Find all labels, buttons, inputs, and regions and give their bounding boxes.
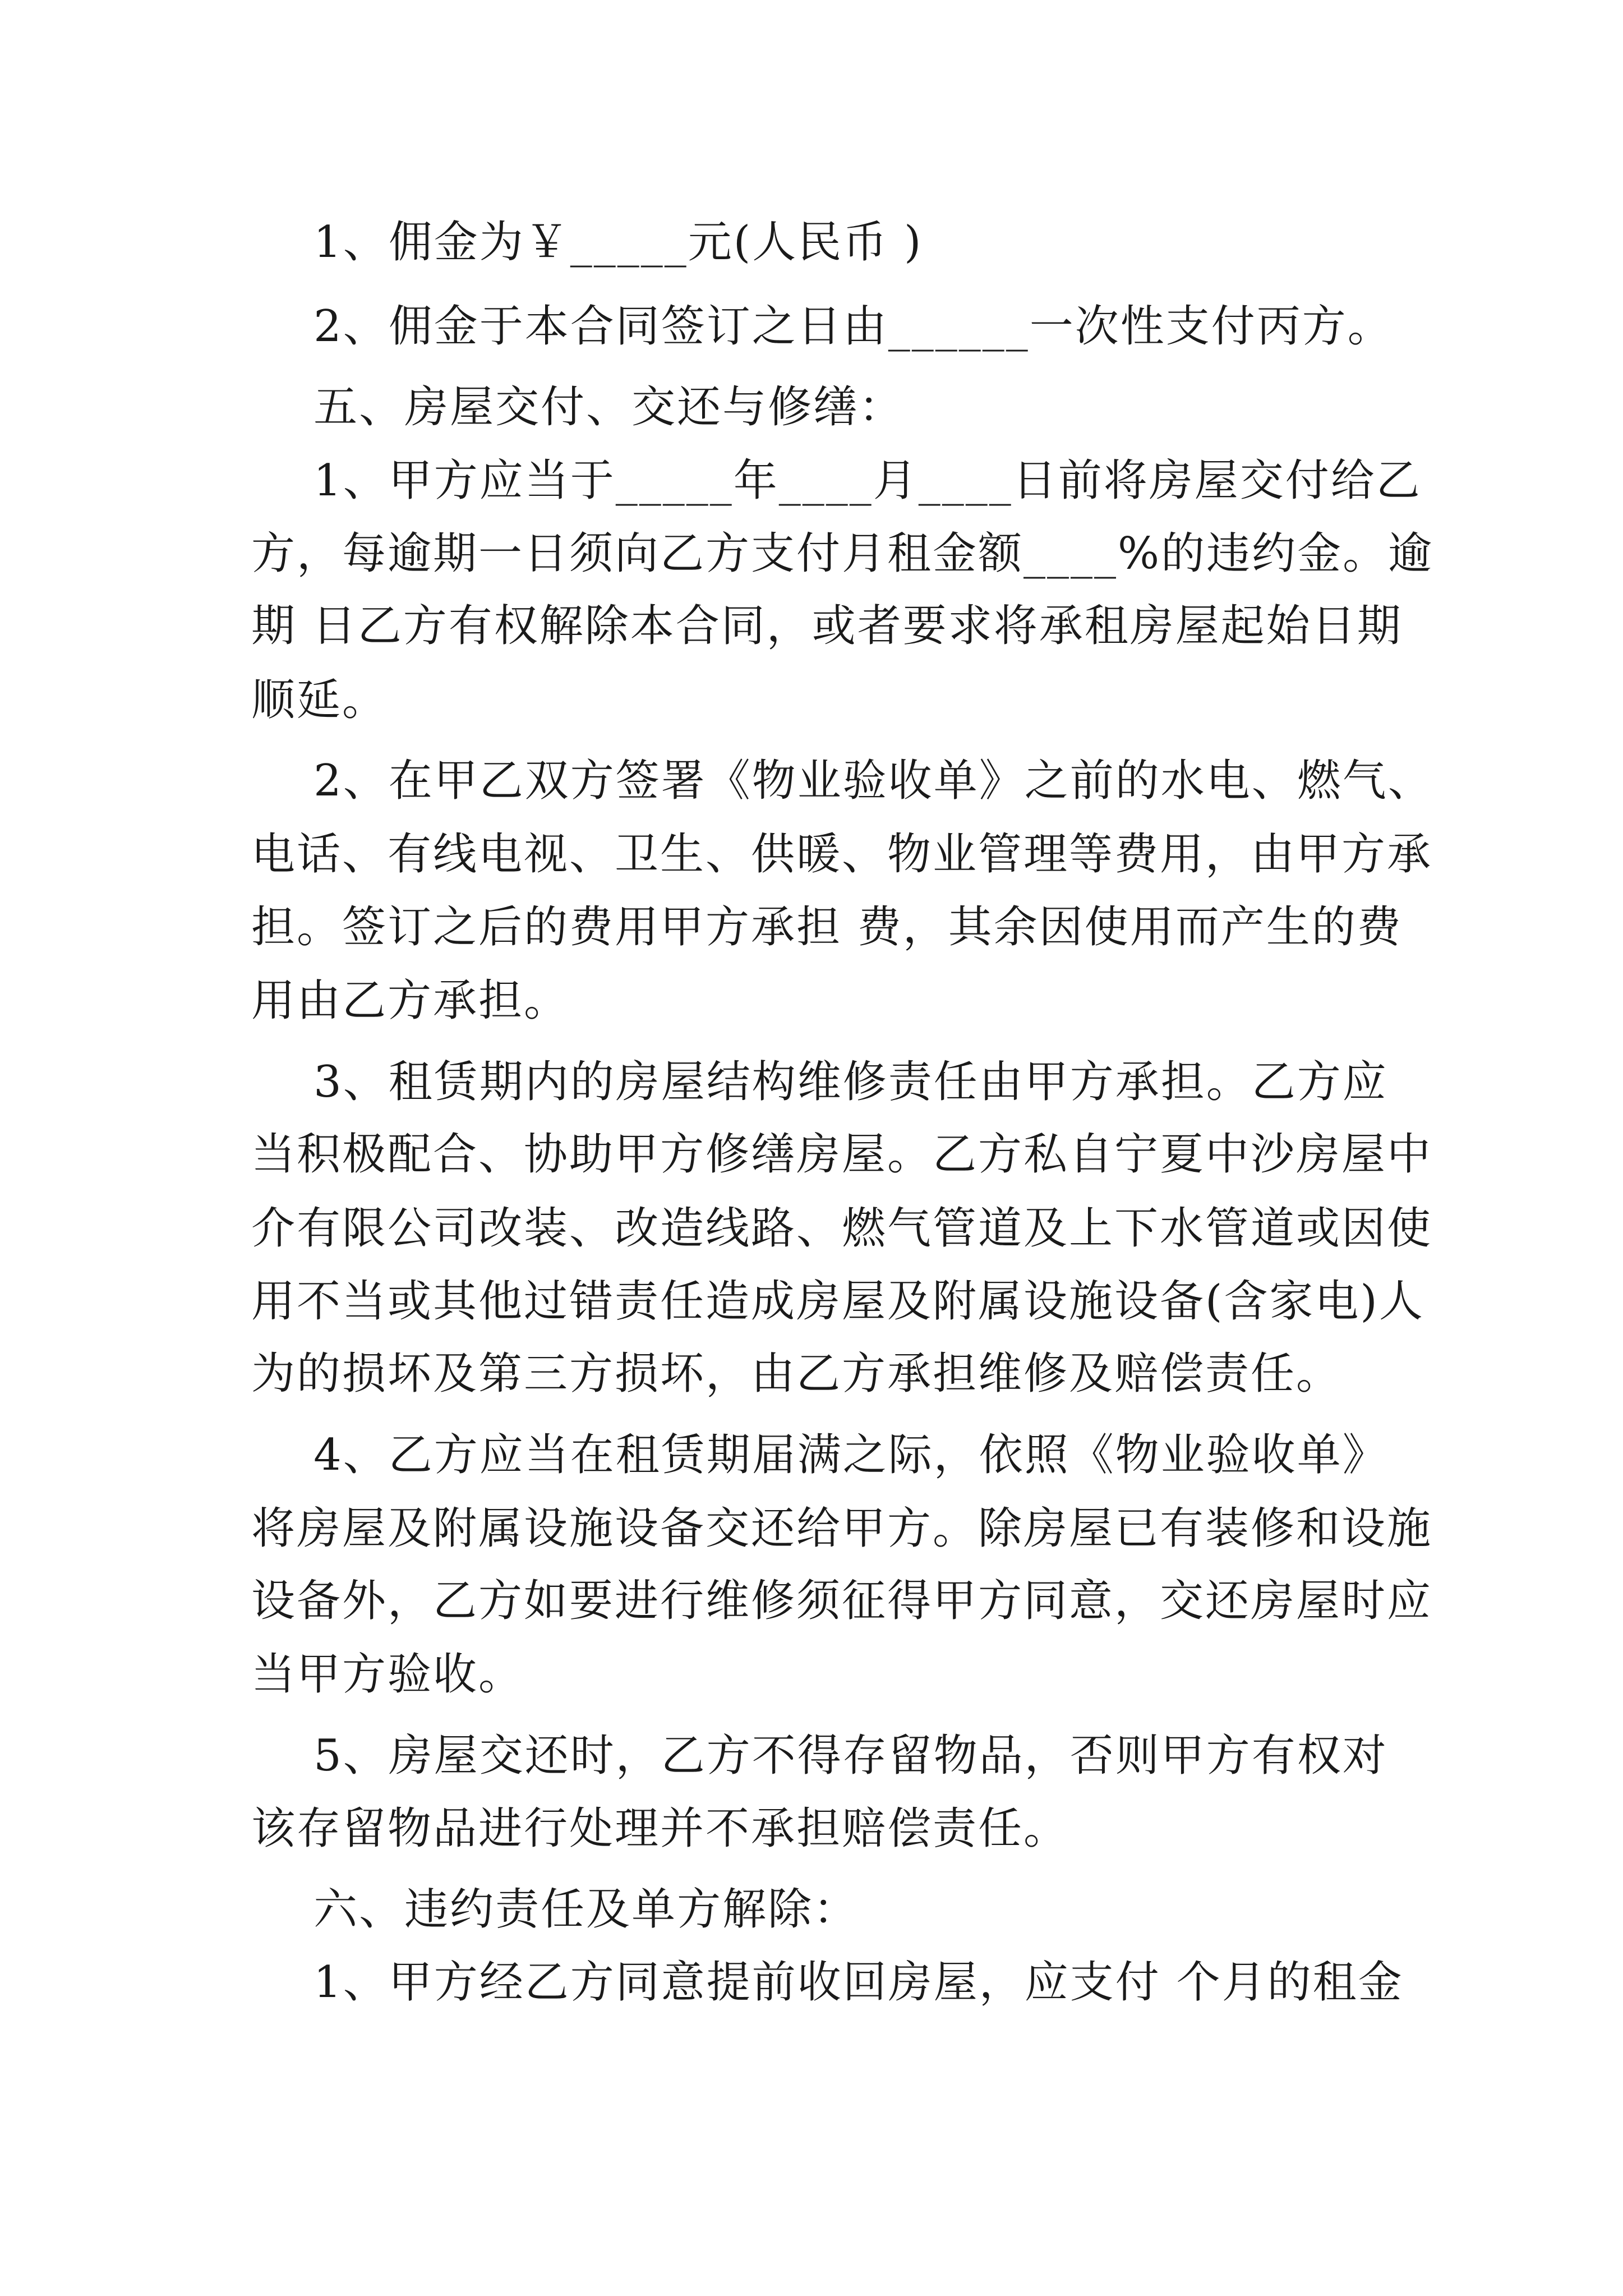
text-line: 担。签订之后的费用甲方承担 费，其余因使用而产生的费 — [251, 902, 1403, 953]
text-line: 介有限公司改装、改造线路、燃气管道及上下水管道或因使 — [251, 1203, 1433, 1254]
text-line: 当甲方验收。 — [251, 1649, 524, 1700]
text-line: 顺延。 — [251, 675, 388, 725]
text-line: 用由乙方承担。 — [251, 976, 570, 1026]
text-line: 设备外，乙方如要进行维修须征得甲方同意，交还房屋时应 — [251, 1576, 1433, 1626]
text-line: 六、违约责任及单方解除： — [251, 1884, 859, 1935]
text-line: 4、乙方应当在租赁期届满之际，依照《物业验收单》 — [251, 1430, 1388, 1480]
text-line: 电话、有线电视、卫生、供暖、物业管理等费用，由甲方承 — [251, 829, 1433, 880]
text-line: 期 日乙方有权解除本合同，或者要求将承租房屋起始日期 — [251, 601, 1403, 651]
text-line: 1、甲方应当于_____年____月____日前将房屋交付给乙 — [251, 455, 1422, 506]
text-line: 2、佣金于本合同签订之日由______一次性支付丙方。 — [251, 301, 1393, 352]
text-line: 方，每逾期一日须向乙方支付月租金额____%的违约金。逾 — [251, 528, 1434, 579]
text-line: 1、佣金为￥_____元(人民币 ) — [251, 217, 923, 268]
text-line: 为的损坏及第三方损坏，由乙方承担维修及赔偿责任。 — [251, 1349, 1342, 1399]
text-line: 将房屋及附属设施设备交还给甲方。除房屋已有装修和设施 — [251, 1503, 1433, 1554]
text-line: 2、在甲乙双方签署《物业验收单》之前的水电、燃气、 — [251, 756, 1433, 806]
text-line: 5、房屋交还时，乙方不得存留物品，否则甲方有权对 — [251, 1731, 1388, 1781]
text-line: 该存留物品进行处理并不承担赔偿责任。 — [251, 1803, 1069, 1854]
text-line: 用不当或其他过错责任造成房屋及附属设施设备(含家电)人 — [251, 1276, 1424, 1327]
text-line: 五、房屋交付、交还与修缮： — [251, 382, 905, 432]
text-line: 1、甲方经乙方同意提前收回房屋，应支付 个月的租金 — [251, 1957, 1404, 2008]
text-line: 当积极配合、协助甲方修缮房屋。乙方私自宁夏中沙房屋中 — [251, 1129, 1433, 1180]
text-line: 3、租赁期内的房屋结构维修责任由甲方承担。乙方应 — [251, 1057, 1388, 1107]
